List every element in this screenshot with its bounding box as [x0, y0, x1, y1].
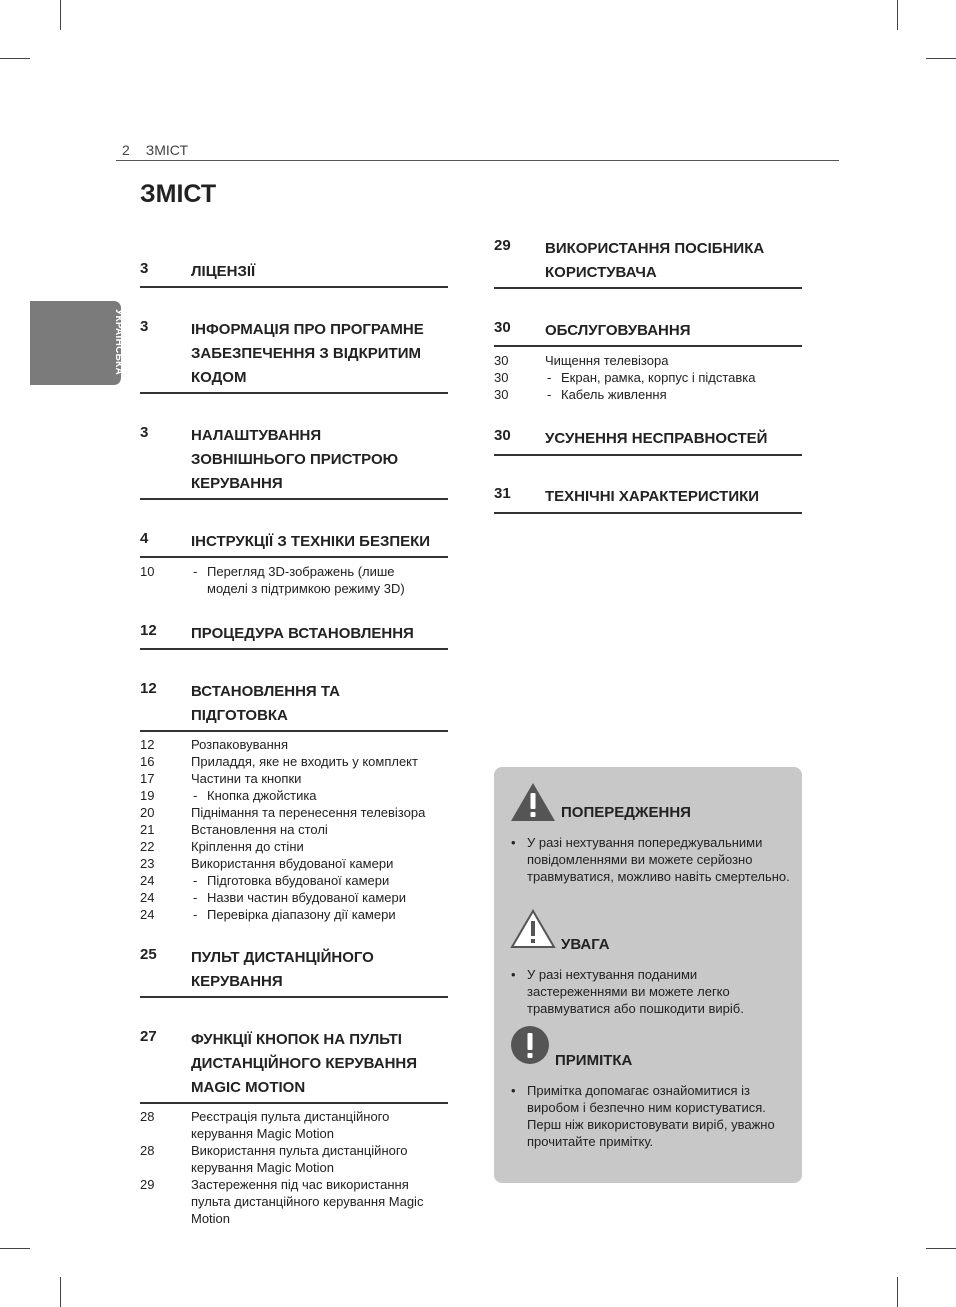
toc-section-title: ОБСЛУГОВУВАННЯ — [545, 322, 691, 339]
section-rule — [494, 512, 802, 514]
toc-subitem[interactable] — [140, 770, 448, 787]
toc-section[interactable] — [494, 237, 802, 285]
toc-subitem[interactable] — [140, 1176, 448, 1227]
toc-subitem-text: Кріплення до стіни — [191, 839, 304, 854]
toc-subitem[interactable] — [494, 386, 802, 403]
crop-mark — [926, 58, 956, 59]
toc-subitem-text: - Кабель живлення — [547, 386, 816, 403]
toc-subitem-page: 30 — [494, 387, 509, 402]
notice-box — [494, 767, 802, 1183]
toc-subitem-page: 19 — [140, 788, 155, 803]
subsection-list — [140, 1108, 448, 1227]
toc-subitem[interactable] — [140, 838, 448, 855]
toc-subitem[interactable] — [140, 753, 448, 770]
subsection-list — [494, 352, 802, 403]
subsection-list — [140, 563, 448, 597]
toc-page-number: 27 — [140, 1028, 157, 1045]
toc-page-number: 12 — [140, 680, 157, 697]
toc-subitem-text: Частини та кнопки — [191, 771, 302, 786]
toc-section[interactable] — [494, 319, 802, 343]
caution-text: • У разі нехтування поданими застереженнями ви можете легко травмуватися або пошкодити виріб. — [527, 966, 792, 1017]
toc-subitem-page: 10 — [140, 564, 155, 579]
toc-section-title: ІНСТРУКЦІЇ З ТЕХНІКИ БЕЗПЕКИ — [191, 533, 431, 550]
toc-page-number: 4 — [140, 530, 149, 547]
toc-subitem-page: 17 — [140, 771, 155, 786]
toc-page-number: 3 — [140, 260, 149, 277]
header-section: ЗМІСТ — [145, 142, 189, 158]
section-rule — [140, 996, 448, 998]
toc-section-title: НАЛАШТУВАННЯ ЗОВНІШНЬОГО ПРИСТРОЮ КЕРУВАННЯ — [191, 427, 399, 492]
toc-section[interactable] — [140, 946, 448, 994]
note-icon — [510, 1025, 550, 1065]
toc-subitem-text: - Назви частин вбудованої камери — [193, 889, 462, 906]
toc-section-title: ТЕХНІЧНІ ХАРАКТЕРИСТИКИ — [545, 488, 760, 505]
language-tab — [30, 301, 124, 385]
toc-subitem-text: Застереження під час використання пульта дистанційного керування Magic Motion — [191, 1177, 424, 1226]
toc-subitem[interactable] — [140, 872, 448, 889]
toc-subitem[interactable] — [140, 821, 448, 838]
crop-mark — [60, 0, 61, 30]
toc-subitem-text: Використання вбудованої камери — [191, 856, 394, 871]
toc-subitem[interactable] — [140, 736, 448, 753]
page-number: 2 — [122, 142, 130, 158]
toc-subitem-page: 20 — [140, 805, 155, 820]
toc-subitem[interactable] — [140, 889, 448, 906]
toc-section-title: ВСТАНОВЛЕННЯ ТА ПІДГОТОВКА — [191, 683, 340, 724]
toc-subitem-text: Реєстрація пульта дистанційного керування Magic Motion — [191, 1109, 390, 1141]
toc-subitem[interactable] — [140, 804, 448, 821]
section-rule — [140, 648, 448, 650]
toc-section[interactable] — [140, 530, 448, 554]
section-rule — [494, 345, 802, 347]
crop-mark — [926, 1248, 956, 1249]
toc-section-title: ЛІЦЕНЗІЇ — [191, 263, 256, 280]
toc-section-title: ФУНКЦІЇ КНОПОК НА ПУЛЬТІ ДИСТАНЦІЙНОГО КЕРУВАННЯ MAGIC MOTION — [191, 1031, 418, 1096]
section-rule — [494, 287, 802, 289]
toc-page-number: 3 — [140, 424, 149, 441]
section-rule — [140, 286, 448, 288]
toc-section-title: ІНФОРМАЦІЯ ПРО ПРОГРАМНЕ ЗАБЕЗПЕЧЕННЯ З ВІДКРИТИМ КОДОМ — [191, 321, 424, 386]
toc-section[interactable] — [494, 427, 802, 451]
toc-subitem-page: 16 — [140, 754, 155, 769]
note-text: • Примітка допомагає ознайомитися із виробом і безпечно ним користуватися. Перш ніж використовувати виріб, уважно прочитайте примітку. — [527, 1082, 792, 1150]
toc-subitem[interactable] — [140, 787, 448, 804]
toc-subitem-page: 24 — [140, 890, 155, 905]
toc-subitem-text: Розпаковування — [191, 737, 288, 752]
toc-page-number: 30 — [494, 427, 511, 444]
toc-subitem[interactable] — [140, 1142, 448, 1176]
crop-mark — [60, 1277, 61, 1307]
subsection-list — [140, 736, 448, 923]
section-rule — [494, 454, 802, 456]
toc-subitem-page: 30 — [494, 353, 509, 368]
page-title: ЗМІСТ — [140, 180, 217, 208]
toc-subitem-page: 12 — [140, 737, 155, 752]
toc-section[interactable] — [140, 318, 448, 390]
crop-mark — [897, 0, 898, 30]
language-tab-label: УКРАЇНСЬКА — [113, 309, 124, 376]
header-divider — [116, 160, 839, 161]
toc-subitem[interactable] — [140, 563, 448, 597]
section-rule — [140, 730, 448, 732]
toc-section-title: ПУЛЬТ ДИСТАНЦІЙНОГО КЕРУВАННЯ — [191, 949, 374, 990]
toc-section[interactable] — [140, 680, 448, 728]
toc-subitem[interactable] — [494, 352, 802, 369]
toc-subitem-page: 29 — [140, 1177, 155, 1192]
toc-section[interactable] — [140, 260, 448, 284]
toc-subitem-text: Приладдя, яке не входить у комплект — [191, 754, 418, 769]
toc-page-number: 12 — [140, 622, 157, 639]
crop-mark — [0, 1248, 30, 1249]
toc-subitem-page: 22 — [140, 839, 155, 854]
toc-section[interactable] — [494, 485, 802, 509]
toc-section-title: ВИКОРИСТАННЯ ПОСІБНИКА КОРИСТУВАЧА — [545, 240, 765, 281]
toc-section[interactable] — [140, 424, 448, 496]
toc-page-number: 31 — [494, 485, 511, 502]
toc-subitem[interactable] — [140, 855, 448, 872]
warning-text: • У разі нехтування попереджувальними повідомленнями ви можете серйозно травмуватися, можливо навіть смертельно. — [527, 834, 792, 885]
crop-mark — [897, 1277, 898, 1307]
section-rule — [140, 556, 448, 558]
toc-subitem-text: - Перевірка діапазону дії камери — [193, 906, 462, 923]
toc-section[interactable] — [140, 622, 448, 646]
caution-title: УВАГА — [561, 936, 610, 953]
toc-subitem-text: Піднімання та перенесення телевізора — [191, 805, 426, 820]
toc-subitem-text: - Кнопка джойстика — [193, 787, 462, 804]
toc-subitem-text: - Підготовка вбудованої камери — [193, 872, 462, 889]
toc-subitem-page: 21 — [140, 822, 155, 837]
toc-subitem-text: Використання пульта дистанційного керування Magic Motion — [191, 1143, 408, 1175]
warning-icon — [510, 782, 556, 822]
toc-page-number: 30 — [494, 319, 511, 336]
toc-subitem-text: - Екран, рамка, корпус і підставка — [547, 369, 816, 386]
toc-subitem-page: 28 — [140, 1143, 155, 1158]
toc-page-number: 3 — [140, 318, 149, 335]
page-header — [122, 142, 204, 158]
toc-subitem-page: 30 — [494, 370, 509, 385]
toc-section[interactable] — [140, 1028, 448, 1100]
note-title: ПРИМІТКА — [555, 1052, 633, 1069]
caution-icon — [510, 909, 556, 949]
toc-section-title: ПРОЦЕДУРА ВСТАНОВЛЕННЯ — [191, 625, 414, 642]
warning-title: ПОПЕРЕДЖЕННЯ — [561, 804, 691, 821]
toc-subitem-text: Чищення телевізора — [545, 353, 669, 368]
toc-subitem-page: 23 — [140, 856, 155, 871]
toc-subitem-page: 24 — [140, 907, 155, 922]
toc-subitem-text: - Перегляд 3D-зображень (лише моделі з підтримкою режиму 3D) — [193, 563, 432, 597]
section-rule — [140, 392, 448, 394]
toc-subitem-page: 28 — [140, 1109, 155, 1124]
toc-subitem[interactable] — [140, 906, 448, 923]
section-rule — [140, 1102, 448, 1104]
section-rule — [140, 498, 448, 500]
toc-subitem[interactable] — [140, 1108, 448, 1142]
toc-page-number: 29 — [494, 237, 511, 254]
crop-mark — [0, 58, 30, 59]
toc-page-number: 25 — [140, 946, 157, 963]
toc-subitem-text: Встановлення на столі — [191, 822, 328, 837]
toc-subitem-page: 24 — [140, 873, 155, 888]
toc-subitem[interactable] — [494, 369, 802, 386]
toc-section-title: УСУНЕННЯ НЕСПРАВНОСТЕЙ — [545, 430, 768, 447]
